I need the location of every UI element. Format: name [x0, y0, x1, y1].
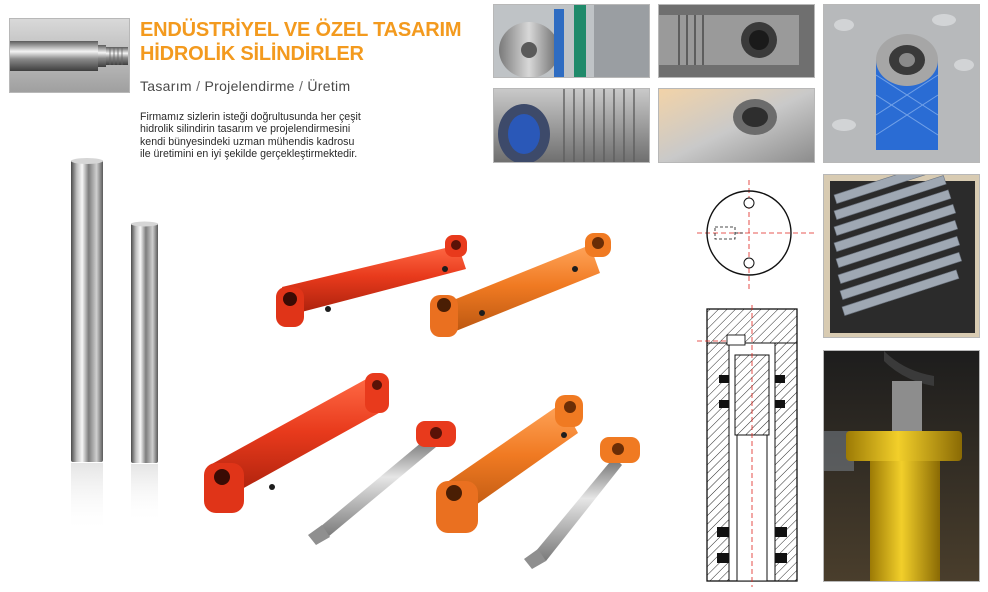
- title-line-1: ENDÜSTRİYEL VE ÖZEL TASARIM: [140, 19, 462, 41]
- hydraulic-cylinders-image: [190, 225, 670, 585]
- description-line: Firmamız sizlerin isteği doğrultusunda her çeşit: [140, 111, 361, 123]
- separator: /: [196, 78, 201, 94]
- chrome-rods-image: [50, 150, 180, 550]
- orange-cylinder-bottom: [436, 395, 583, 533]
- description-line: hidrolik silindirin tasarım ve projelendirmesini: [140, 123, 351, 136]
- services-line: [140, 78, 350, 94]
- page-title: [140, 18, 461, 66]
- description-line: kendi bünyesindeki uzman mühendis kadrosu: [140, 135, 355, 148]
- service-design: Tasarım: [140, 78, 192, 94]
- rod-end-photo: [9, 18, 130, 93]
- end-view-drawing: [697, 180, 817, 290]
- crate-of-rods-photo: [823, 174, 980, 338]
- short-chrome-rod: [131, 223, 158, 463]
- blue-cylinder-photo: [823, 4, 980, 163]
- section-view-drawing: [697, 305, 807, 587]
- separator: /: [298, 78, 304, 94]
- service-engineering: Projelendirme: [204, 78, 295, 94]
- threaded-bore-photo: [658, 4, 815, 78]
- port-hole-photo: [658, 88, 815, 163]
- title-line-2: HİDROLİK SİLİNDİRLER: [140, 43, 364, 65]
- yellow-cylinder-photo: [823, 350, 980, 582]
- description-line: ile üretimini en iyi şekilde gerçekleştirmektedir.: [140, 148, 358, 161]
- long-chrome-rod: [71, 160, 103, 462]
- piston-seal-photo: [493, 4, 650, 78]
- grooved-rod-photo: [493, 88, 650, 163]
- service-production: Üretim: [307, 78, 351, 94]
- red-cylinder-bottom: [204, 373, 389, 513]
